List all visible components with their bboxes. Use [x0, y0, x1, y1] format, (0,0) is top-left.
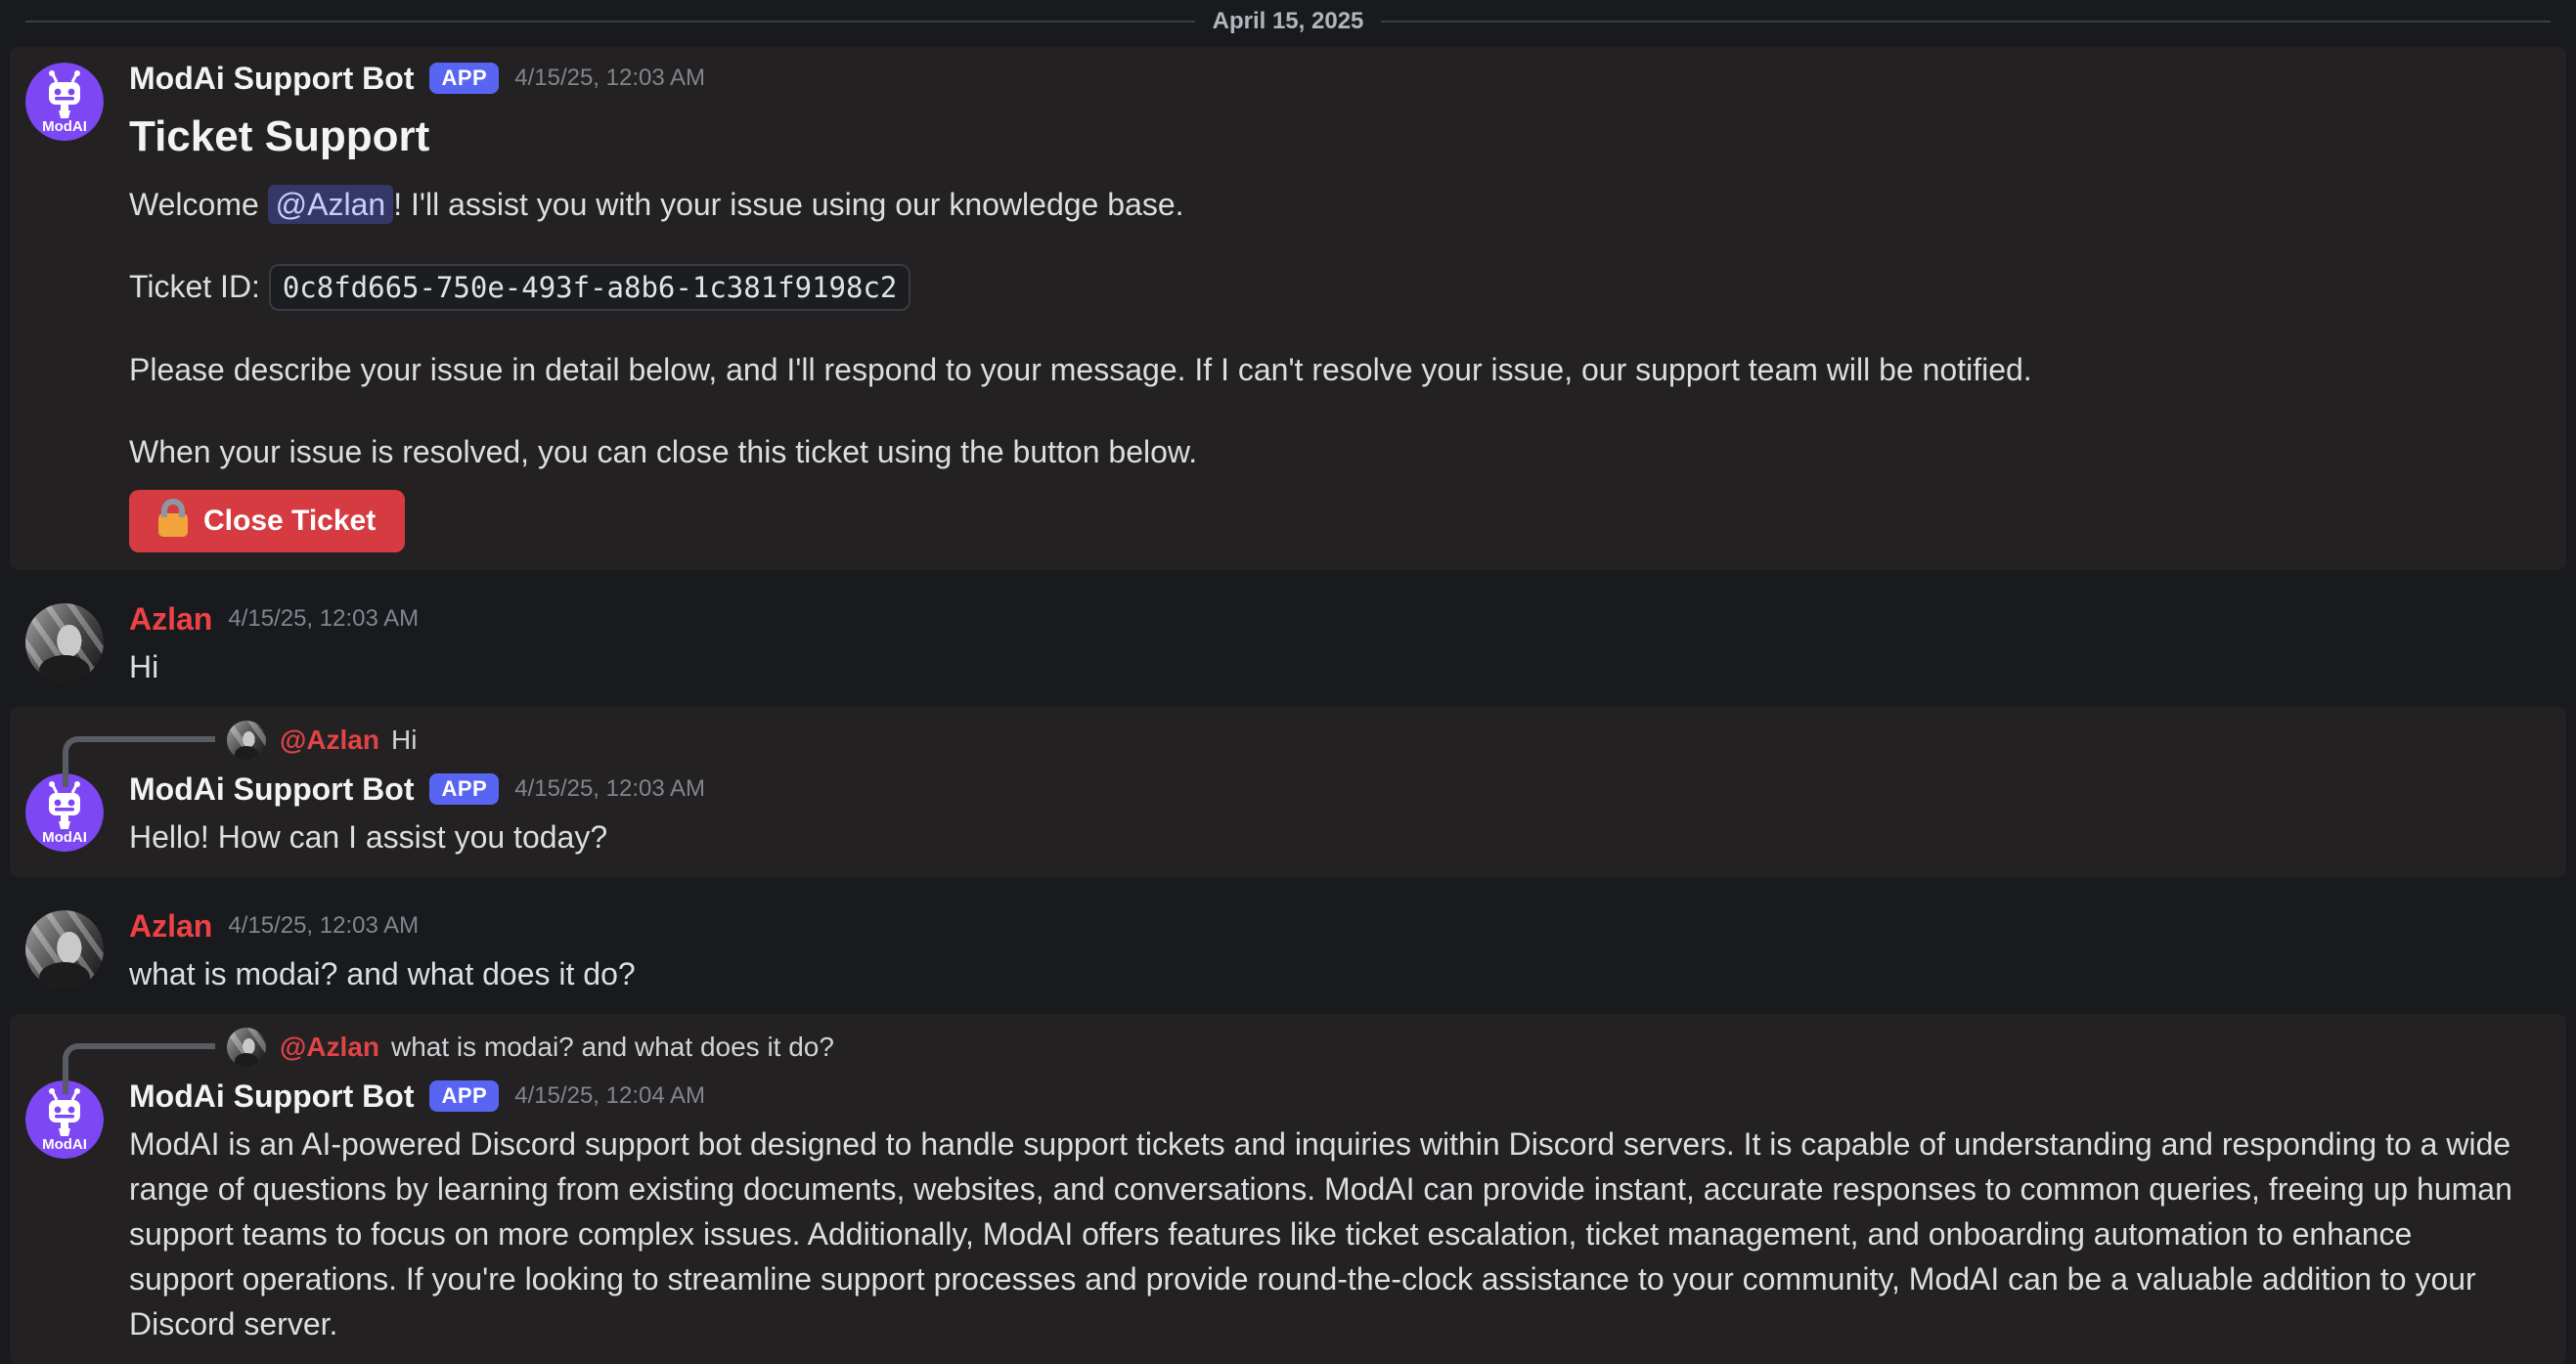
message-header [129, 599, 2523, 638]
welcome-prefix: Welcome [129, 187, 268, 222]
app-badge: APP [429, 1080, 499, 1112]
message-text: what is modai? and what does it do? [129, 956, 636, 991]
ticket-id-code: 0c8fd665-750e-493f-a8b6-1c381f9198c2 [269, 264, 911, 311]
user-message-question [10, 901, 2566, 1002]
divider-line-left [25, 21, 1195, 22]
bot-avatar-label: ModAI [42, 829, 87, 846]
bot-avatar[interactable] [25, 63, 104, 141]
reply-mention[interactable]: @Azlan [280, 1032, 379, 1062]
azlan-username[interactable]: Azlan [129, 907, 213, 944]
bot-answer-message [10, 1014, 2566, 1364]
chat-view [0, 8, 2576, 1364]
message-timestamp: 4/15/25, 12:03 AM [228, 605, 420, 632]
ticket-id-line [129, 264, 2523, 310]
divider-line-right [1381, 21, 2551, 22]
message-timestamp: 4/15/25, 12:03 AM [228, 912, 420, 939]
bot-username[interactable]: ModAi Support Bot [129, 1078, 415, 1114]
message-timestamp: 4/15/25, 12:03 AM [514, 65, 706, 91]
user-message-hi [10, 594, 2566, 695]
bot-ticket-message [10, 47, 2566, 570]
message-timestamp: 4/15/25, 12:03 AM [514, 775, 706, 802]
close-ticket-label: Close Ticket [203, 505, 377, 537]
message-text: ModAI is an AI-powered Discord support bot designed to handle support tickets and inquiries within Discord servers. It is capable of understanding and responding to a wide range of questions by learning from existing documents, websites, and conversations. ModAI can provide instant, accurate responses to common queries, freeing up human support teams to focus on more complex issues. Additionally, ModAI offers features like ticket escalation, ticket management, and onboarding automation to enhance support operations. If you're looking to streamline support processes and provide round-the-clock assistance to your community, ModAI can be a valuable addition to your Discord server. [129, 1126, 2512, 1342]
azlan-avatar[interactable] [25, 910, 104, 989]
reply-user-avatar [227, 721, 266, 760]
message-text: Hi [129, 649, 159, 684]
reply-preview-text: what is modai? and what does it do? [390, 1032, 834, 1062]
reply-preview-text: Hi [390, 725, 418, 755]
reply-mention[interactable]: @Azlan [280, 725, 379, 755]
bot-avatar-label: ModAI [42, 118, 87, 135]
message-header [129, 906, 2523, 946]
app-badge: APP [429, 773, 499, 805]
reply-user-avatar [227, 1028, 266, 1067]
message-header [129, 1077, 2523, 1116]
avatar-column [10, 906, 129, 996]
message-text: Hello! How can I assist you today? [129, 819, 608, 855]
bot-reply-hello [10, 707, 2566, 877]
welcome-suffix: ! I'll assist you with your issue using our knowledge base. [393, 187, 1184, 222]
avatar-column [10, 1077, 129, 1346]
describe-text: Please describe your issue in detail below, and I'll respond to your message. If I can't resolve your issue, our support team will be notified. [129, 352, 2032, 387]
lock-icon [158, 513, 188, 537]
close-ticket-button[interactable] [129, 490, 405, 552]
bot-username[interactable]: ModAi Support Bot [129, 60, 415, 96]
reply-reference[interactable] [10, 719, 2523, 762]
ticket-title: Ticket Support [129, 112, 430, 160]
app-badge: APP [429, 63, 499, 94]
avatar-column [10, 599, 129, 689]
azlan-username[interactable]: Azlan [129, 600, 213, 637]
azlan-avatar[interactable] [25, 603, 104, 682]
resolve-text: When your issue is resolved, you can close this ticket using the button below. [129, 434, 1198, 469]
bot-avatar-label: ModAI [42, 1136, 87, 1153]
robot-icon [25, 63, 104, 141]
reply-spine [63, 1043, 215, 1094]
message-header [129, 59, 2523, 98]
date-divider [25, 8, 2551, 35]
avatar-column [10, 59, 129, 552]
reply-spine [63, 736, 215, 787]
message-timestamp: 4/15/25, 12:04 AM [514, 1082, 706, 1109]
date-divider-label: April 15, 2025 [1212, 8, 1364, 34]
user-mention[interactable]: @Azlan [268, 185, 394, 224]
ticket-id-label: Ticket ID: [129, 269, 269, 304]
reply-reference[interactable] [10, 1026, 2523, 1069]
message-header [129, 770, 2523, 809]
welcome-text [129, 182, 2523, 227]
bot-username[interactable]: ModAi Support Bot [129, 770, 415, 807]
